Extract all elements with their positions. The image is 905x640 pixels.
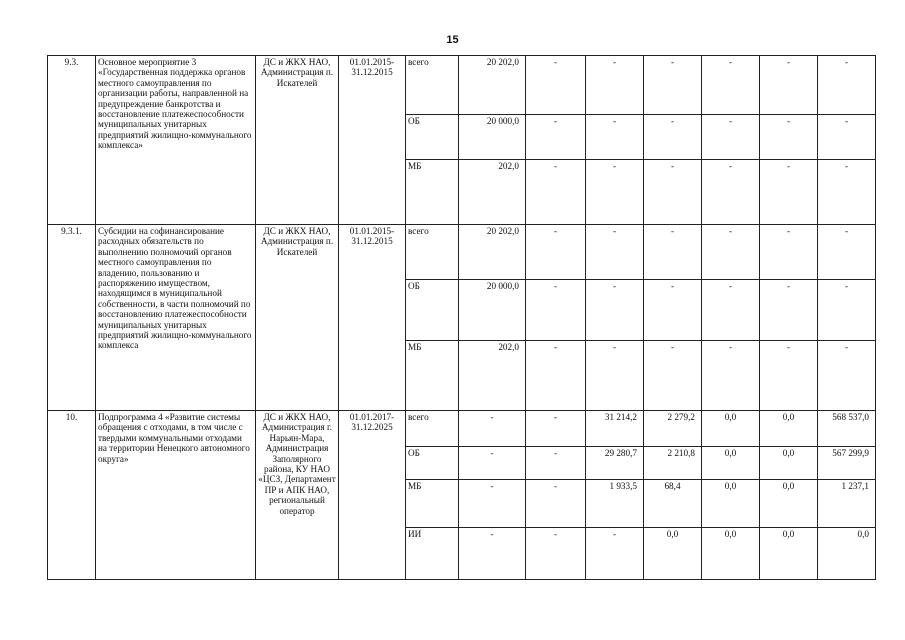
- value-cell: -: [459, 447, 526, 480]
- value-cell: -: [818, 115, 876, 160]
- value-cell: 0,0: [702, 528, 760, 580]
- value-cell: 0,0: [818, 528, 876, 580]
- value-cell: 31 214,2: [586, 411, 644, 447]
- value-cell: 29 280,7: [586, 447, 644, 480]
- executor: ДС и ЖКХ НАО, Администрация п. Искателей: [256, 225, 339, 411]
- value-cell: -: [760, 225, 818, 280]
- row-number: 9.3.: [48, 56, 96, 225]
- value-cell: 68,4: [644, 480, 702, 528]
- value-cell: -: [702, 115, 760, 160]
- value-cell: 0,0: [702, 480, 760, 528]
- value-cell: 567 299,9: [818, 447, 876, 480]
- value-cell: -: [644, 115, 702, 160]
- table-row: [48, 225, 905, 280]
- value-cell: 1 237,1: [818, 480, 876, 528]
- executor: ДС и ЖКХ НАО, Администрация п. Искателей: [256, 56, 339, 225]
- activity-name: Подпрограмма 4 «Развитие системы обращения с отходами, в том числе с твердыми коммунальными отходами на территории Ненецкого автономного округа»: [96, 411, 256, 580]
- value-cell: -: [818, 160, 876, 225]
- value-cell: 0,0: [644, 528, 702, 580]
- value-cell: -: [526, 447, 586, 480]
- value-cell: -: [760, 280, 818, 341]
- value-cell: 568 537,0: [818, 411, 876, 447]
- funding-source: ОБ: [406, 115, 459, 160]
- funding-source: всего: [406, 225, 459, 280]
- value-cell: -: [526, 480, 586, 528]
- value-cell: -: [526, 160, 586, 225]
- value-cell: -: [586, 280, 644, 341]
- funding-source: МБ: [406, 160, 459, 225]
- value-cell: -: [459, 480, 526, 528]
- value-cell: -: [644, 160, 702, 225]
- value-cell: -: [586, 56, 644, 115]
- value-cell: -: [760, 115, 818, 160]
- value-cell: -: [526, 411, 586, 447]
- value-cell: -: [526, 280, 586, 341]
- value-cell: -: [760, 160, 818, 225]
- value-cell: 20 000,0: [459, 115, 526, 160]
- value-cell: 0,0: [760, 480, 818, 528]
- row-number: 9.3.1.: [48, 225, 96, 411]
- value-cell: -: [526, 341, 586, 411]
- value-cell: 2 279,2: [644, 411, 702, 447]
- page-number: 15: [446, 34, 459, 46]
- funding-source: всего: [406, 411, 459, 447]
- row-number: 10.: [48, 411, 96, 580]
- funding-source: ОБ: [406, 447, 459, 480]
- value-cell: 0,0: [760, 447, 818, 480]
- value-cell: -: [644, 56, 702, 115]
- funding-source: ИИ: [406, 528, 459, 580]
- value-cell: -: [644, 280, 702, 341]
- value-cell: 20 202,0: [459, 56, 526, 115]
- value-cell: 0,0: [760, 528, 818, 580]
- executor: ДС и ЖКХ НАО, Администрация г. Нарьян-Мара, Администрация Заполярного района, КУ НАО «ЦСЗ, Департамент ПР и АПК НАО, региональный оператор: [256, 411, 339, 580]
- value-cell: -: [459, 411, 526, 447]
- value-cell: -: [702, 280, 760, 341]
- value-cell: 0,0: [702, 411, 760, 447]
- value-cell: 20 000,0: [459, 280, 526, 341]
- value-cell: -: [818, 56, 876, 115]
- funding-source: МБ: [406, 341, 459, 411]
- value-cell: -: [644, 341, 702, 411]
- funding-source: всего: [406, 56, 459, 115]
- value-cell: 0,0: [702, 447, 760, 480]
- period: 01.01.2015-31.12.2015: [339, 225, 406, 411]
- value-cell: -: [586, 528, 644, 580]
- value-cell: -: [586, 341, 644, 411]
- activity-name: Основное мероприятие 3 «Государственная поддержка органов местного самоуправления по организации работы, направленной на предупреждение банкротства и восстановление платежеспособности муниципальных унитарных предприятий жилищно-коммунального комплекса»: [96, 56, 256, 225]
- value-cell: 202,0: [459, 341, 526, 411]
- value-cell: -: [586, 115, 644, 160]
- value-cell: -: [586, 225, 644, 280]
- value-cell: -: [644, 225, 702, 280]
- period: 01.01.2017-31.12.2025: [339, 411, 406, 580]
- value-cell: -: [526, 225, 586, 280]
- table-row: [48, 56, 905, 115]
- value-cell: -: [459, 528, 526, 580]
- value-cell: -: [760, 56, 818, 115]
- value-cell: -: [702, 341, 760, 411]
- value-cell: -: [702, 225, 760, 280]
- value-cell: -: [526, 528, 586, 580]
- table-row: [48, 411, 905, 447]
- value-cell: -: [760, 341, 818, 411]
- value-cell: 202,0: [459, 160, 526, 225]
- period: 01.01.2015-31.12.2015: [339, 56, 406, 225]
- value-cell: -: [818, 280, 876, 341]
- value-cell: 2 210,8: [644, 447, 702, 480]
- value-cell: -: [526, 56, 586, 115]
- funding-source: МБ: [406, 480, 459, 528]
- value-cell: 20 202,0: [459, 225, 526, 280]
- value-cell: 0,0: [760, 411, 818, 447]
- activity-name: Субсидии на софинансирование расходных обязательств по выполнению полномочий органов местного самоуправления по владению, пользованию и распоряжению имуществом, находящимся в муниципальной собственности, в части полномочий по восстановлению платежеспособности муниципальных унитарных предприятий жилищно-коммунального комплекса: [96, 225, 256, 411]
- value-cell: -: [586, 160, 644, 225]
- value-cell: 1 933,5: [586, 480, 644, 528]
- value-cell: -: [818, 341, 876, 411]
- value-cell: -: [526, 115, 586, 160]
- value-cell: -: [818, 225, 876, 280]
- value-cell: -: [702, 160, 760, 225]
- funding-source: ОБ: [406, 280, 459, 341]
- value-cell: -: [702, 56, 760, 115]
- program-table: [47, 55, 905, 580]
